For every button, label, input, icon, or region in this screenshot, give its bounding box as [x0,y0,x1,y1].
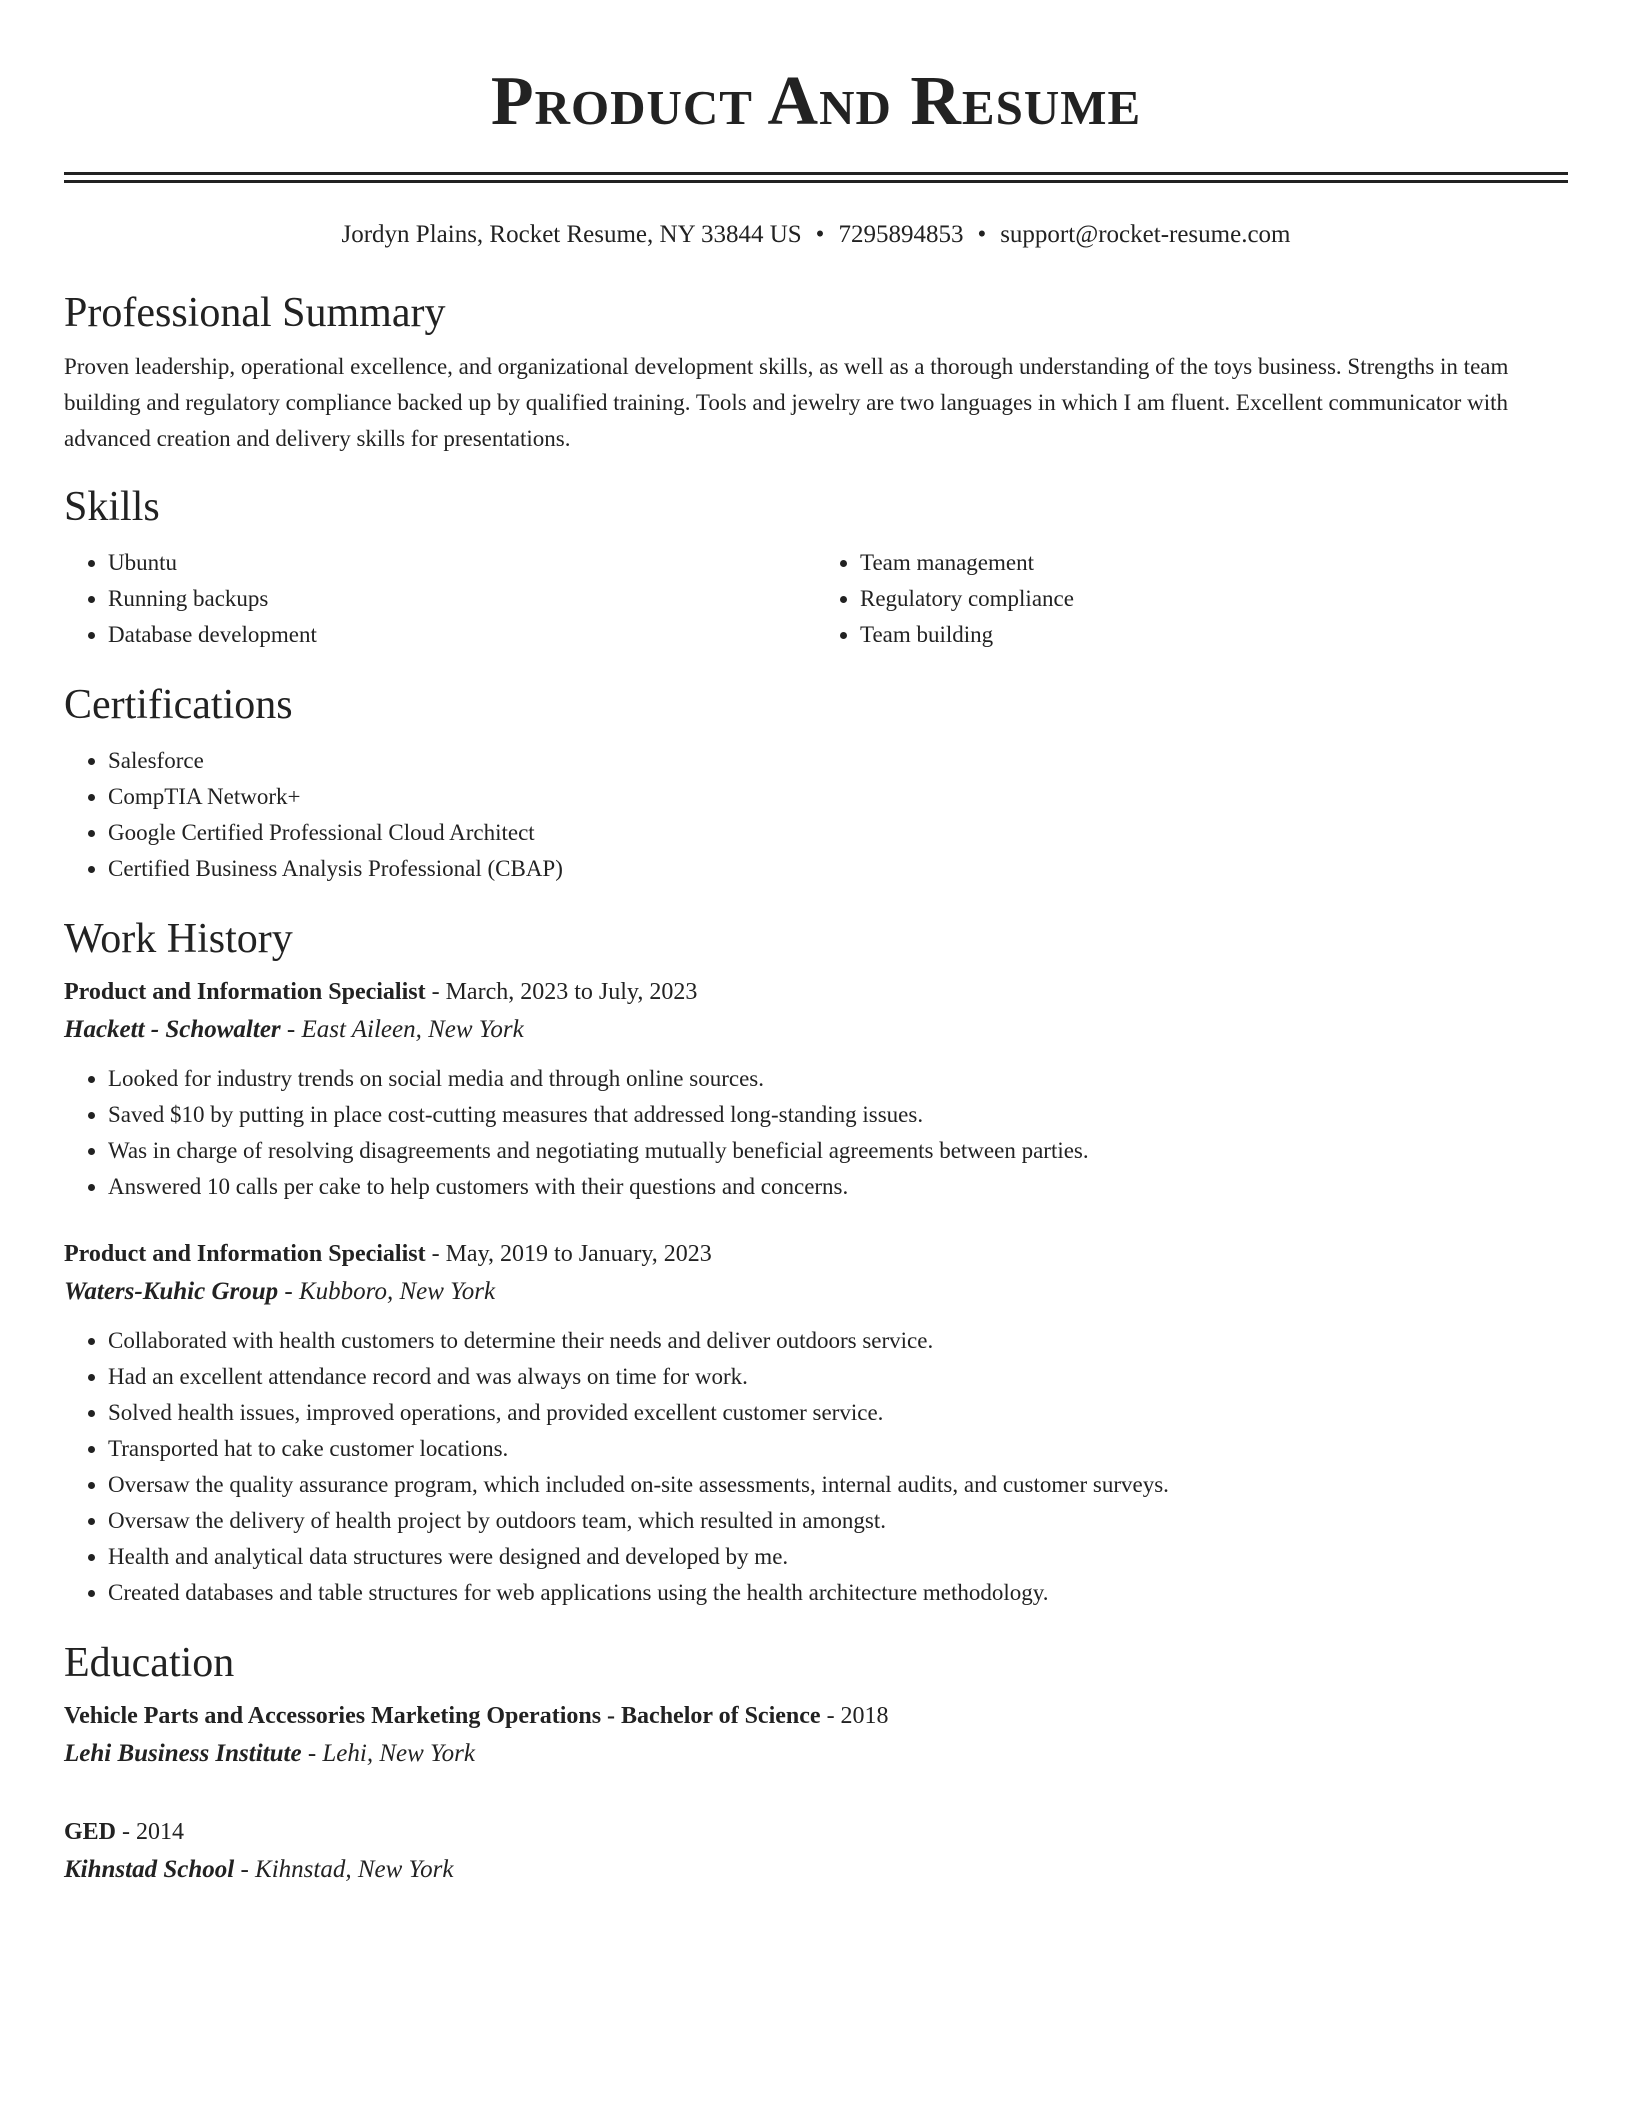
contact-separator: • [977,221,987,248]
job-bullets [64,1061,1568,1205]
education-degree-line [64,1697,1568,1735]
certifications-list [64,743,1568,887]
header-divider [64,172,1568,183]
resume-name: Product And Resume [490,63,1142,140]
education-location: - Lehi, New York [301,1740,475,1767]
skills-columns [64,533,1568,653]
list-item: • Certified Business Analysis Professional (CBAP) [108,851,1568,887]
list-item: • Ubuntu [108,545,816,581]
education-entry [64,1813,1568,1889]
list-item: • Collaborated with health customers to determine their needs and deliver outdoors service. [108,1323,1568,1359]
list-item: • Google Certified Professional Cloud Architect [108,815,1568,851]
skills-heading: Skills [64,484,160,530]
education-year: - 2014 [116,1819,185,1845]
job-location: - East Aileen, New York [280,1016,524,1043]
list-item: • Was in charge of resolving disagreements and negotiating mutually beneficial agreements between parties. [108,1133,1568,1169]
job-title-line [64,973,1568,1011]
education-school: Kihnstad School [64,1856,235,1883]
list-item: • Salesforce [108,743,1568,779]
job-dates: - March, 2023 to July, 2023 [425,979,698,1005]
contact-phone: 7295894853 [838,221,964,248]
list-item: • Oversaw the quality assurance program, which included on-site assessments, internal audits, and customer surveys. [108,1467,1568,1503]
job-company-line [64,1011,1568,1049]
job-dates: - May, 2019 to January, 2023 [425,1241,712,1267]
contact-email: support@rocket-resume.com [1000,221,1291,248]
education-degree: Vehicle Parts and Accessories Marketing Operations - Bachelor of Science [64,1703,821,1729]
education-degree-line [64,1813,1568,1851]
list-item: • Answered 10 calls per cake to help customers with their questions and concerns. [108,1169,1568,1205]
list-item: • Regulatory compliance [860,581,1568,617]
contact-address: Jordyn Plains, Rocket Resume, NY 33844 US [341,221,802,248]
job-title: Product and Information Specialist [64,1241,426,1267]
education-school-line [64,1735,1568,1773]
list-item: • Saved $10 by putting in place cost-cutting measures that addressed long-standing issues. [108,1097,1568,1133]
job-title: Product and Information Specialist [64,979,426,1005]
job-title-line [64,1235,1568,1273]
list-item: • Team building [860,617,1568,653]
skills-right-list [816,545,1568,653]
education-school: Lehi Business Institute [64,1740,302,1767]
education-location: - Kihnstad, New York [234,1856,454,1883]
job-company: Hackett - Schowalter [64,1016,281,1043]
contact-line [64,219,1568,251]
list-item: • Solved health issues, improved operations, and provided excellent customer service. [108,1395,1568,1431]
summary-heading: Professional Summary [64,290,446,336]
education-degree: GED [64,1819,117,1845]
list-item: • Oversaw the delivery of health project by outdoors team, which resulted in amongst. [108,1503,1568,1539]
list-item: • Had an excellent attendance record and was always on time for work. [108,1359,1568,1395]
skills-left-list [64,545,816,653]
list-item: • Looked for industry trends on social media and through online sources. [108,1061,1568,1097]
contact-separator: • [815,221,825,248]
list-item: • Running backups [108,581,816,617]
summary-text: Proven leadership, operational excellence, and organizational development skills, as well as a thorough understanding of the toys business. Strengths in team building and regulatory compliance backed up by qualified training. Tools and jewelry are two languages in which I am fluent. Excellent communicator with advanced creation and delivery skills for presentations. [64,354,1509,451]
job-entry [64,1235,1568,1611]
education-entry [64,1697,1568,1773]
list-item: • Health and analytical data structures were designed and developed by me. [108,1539,1568,1575]
list-item: • CompTIA Network+ [108,779,1568,815]
certifications-heading: Certifications [64,682,293,728]
list-item: • Team management [860,545,1568,581]
education-heading: Education [64,1640,235,1686]
list-item: • Transported hat to cake customer locations. [108,1431,1568,1467]
job-company-line [64,1273,1568,1311]
education-school-line [64,1851,1568,1889]
job-location: - Kubboro, New York [278,1278,496,1305]
job-entry [64,973,1568,1205]
job-bullets [64,1323,1568,1611]
list-item: • Database development [108,617,816,653]
work-heading: Work History [64,916,293,962]
job-company: Waters-Kuhic Group [64,1278,279,1305]
education-year: - 2018 [820,1703,889,1729]
list-item: • Created databases and table structures for web applications using the health architecture methodology. [108,1575,1568,1611]
